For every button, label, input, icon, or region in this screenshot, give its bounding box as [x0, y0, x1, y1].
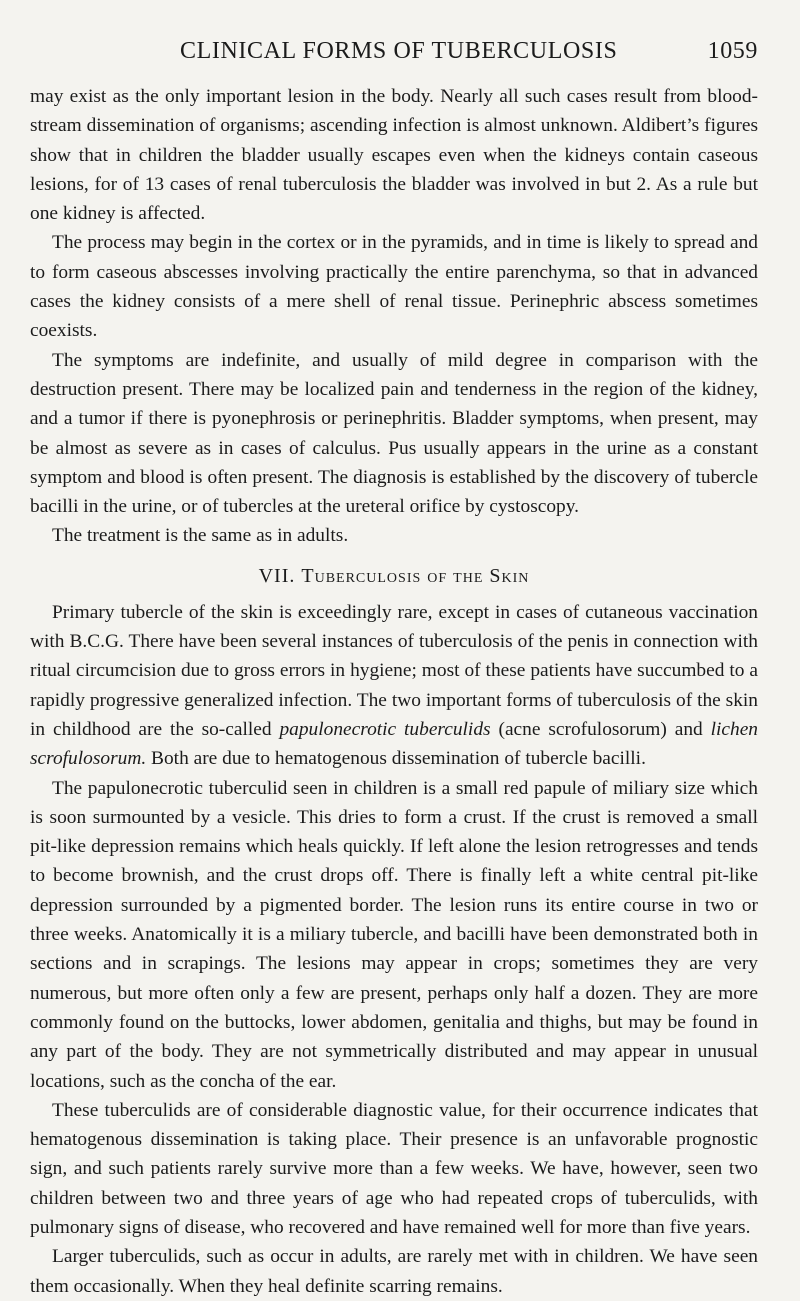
section-heading [30, 562, 758, 591]
italic-term: papulonecrotic tuberculids [279, 718, 491, 740]
paragraph-text: Primary tubercle of the skin is exceedingly rare, except in cases of cutaneous vaccination with B.C.G. There have been several instances of tuberculosis of the penis in connection with ritual circumcision due to gross errors in hygiene; most of these patients have succumbed to a rapidly progressive generalized infection. The two important forms of tuberculosis of the skin in childhood are the so-called [30, 601, 758, 740]
section-numeral: VII. [258, 564, 296, 587]
paragraph: The process may begin in the cortex or in the pyramids, and in time is likely to spread and to form caseous abscesses involving practically the entire parenchyma, so that in advanced cases the kidney consists of a mere shell of renal tissue. Perinephric abscess sometimes coexists. [30, 232, 758, 342]
paragraph: The papulonecrotic tuberculid seen in children is a small red papule of miliary size which is soon surmounted by a vesicle. This dries to form a crust. If the crust is removed a small pit-like depression remains which heals quickly. If left alone the lesion retrogresses and tends to become brownish, and the crust drops off. There is finally left a white central pit-like depression surrounded by a pigmented border. The lesion runs its entire course in two or three weeks. Anatomically it is a miliary tubercle, and bacilli have been demonstrated both in sections and in scrapings. The lesions may appear in crops; sometimes they are very numerous, but more often only a few are present, perhaps only half a dozen. They are more commonly found on the buttocks, lower abdomen, genitalia and thighs, but may be found in any part of the body. They are not symmetrically distributed and may appear in unusual locations, such as the concha of the ear. [30, 777, 758, 1092]
paragraph-text: (acne scrofulosorum) and [498, 718, 703, 740]
running-title: CLINICAL FORMS OF TUBERCULOSIS [180, 38, 618, 64]
paragraph: may exist as the only important lesion in the body. Nearly all such cases result from blood-stream dissemination of organisms; ascending infection is almost unknown. Aldibert’s figures show that in children the bladder usually escapes even when the kidneys contain caseous lesions, for of 13 cases of renal tuberculosis the bladder was involved in but 2. As a rule but one kidney is affected. [30, 86, 758, 225]
paragraph: The symptoms are indefinite, and usually of mild degree in comparison with the destruction present. There may be localized pain and tenderness in the region of the kidney, and a tumor if there is pyonephrosis or perinephritis. Bladder symptoms, when present, may be almost as severe as in cases of calculus. Pus usually appears in the urine as a constant symptom and blood is often present. The diagnosis is established by the discovery of tubercle bacilli in the urine, or of tubercles at the ureteral orifice by cystoscopy. [30, 349, 758, 518]
italic-term: lichen scrofulosorum. [30, 718, 759, 770]
body-text [30, 82, 758, 1301]
paragraph: The treatment is the same as in adults. [52, 525, 349, 547]
running-head [30, 38, 758, 82]
paragraph-text: Both are due to hematogenous dissemination of tubercle bacilli. [151, 748, 646, 770]
paragraph: These tuberculids are of considerable diagnostic value, for their occurrence indicates that hematogenous dissemination is taking place. Their presence is an unfavorable prognostic sign, and such patients rarely survive more than a few weeks. We have, however, seen two children between two and three years of age who had repeated crops of tuberculids, with pulmonary signs of disease, who recovered and have remained well for more than five years. [30, 1099, 758, 1238]
page-number: 1059 [707, 38, 758, 64]
section-title: Tuberculosis of the Skin [301, 564, 530, 587]
paragraph: Larger tuberculids, such as occur in adults, are rarely met with in children. We have seen them occasionally. When they heal definite scarring remains. [30, 1246, 758, 1297]
paragraph [30, 598, 758, 774]
